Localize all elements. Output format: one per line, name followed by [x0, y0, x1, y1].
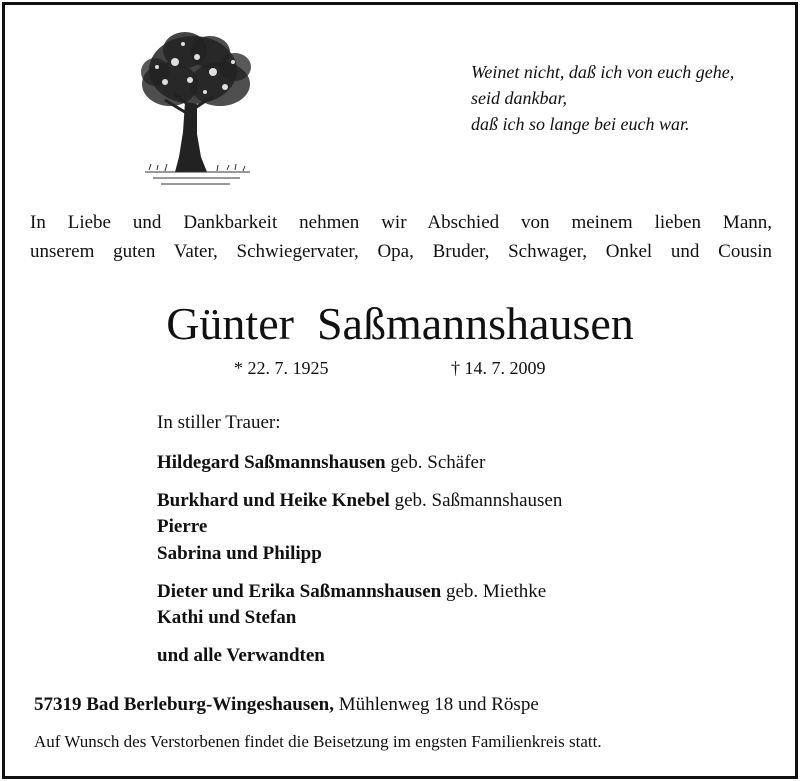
mourner-name: und alle Verwandten — [157, 645, 325, 666]
deceased-name: Günter Saßmannshausen — [166, 298, 634, 349]
address-town: 57319 Bad Berleburg-Wingeshausen, — [34, 694, 334, 715]
mourners-heading: In stiller Trauer: — [157, 412, 281, 433]
mourner-name: Dieter und Erika Saßmannshausen — [157, 581, 442, 602]
mourner-entry — [157, 543, 322, 565]
funeral-note: Auf Wunsch des Verstorbenen findet die Beisetzung im engsten Familienkreis statt. — [34, 732, 602, 751]
intro-line: unserem guten Vater, Schwiegervater, Opa, Bruder, Schwager, Onkel und Cousin — [30, 241, 772, 262]
poem-line: daß ich so lange bei euch war. — [471, 114, 690, 134]
mourner-entry — [157, 452, 485, 474]
mourner-entry — [157, 490, 562, 512]
mourner-maiden-name: geb. Miethke — [441, 581, 547, 602]
mourner-maiden-name: geb. Schäfer — [385, 452, 486, 473]
mourner-entry — [157, 516, 207, 538]
mourner-name: Kathi und Stefan — [157, 607, 297, 628]
death-date: † 14. 7. 2009 — [451, 358, 546, 378]
tree-icon — [135, 22, 260, 192]
mourner-entry — [157, 581, 546, 603]
intro-text — [30, 208, 772, 266]
mourner-name: Sabrina und Philipp — [157, 543, 322, 564]
address — [34, 694, 539, 716]
poem — [471, 59, 734, 137]
mourner-entry — [157, 645, 325, 667]
intro-line: In Liebe und Dankbarkeit nehmen wir Abschied von meinem lieben Mann, — [30, 212, 772, 233]
poem-line: Weinet nicht, daß ich von euch gehe, — [471, 62, 735, 82]
mourner-name: Burkhard und Heike Knebel — [157, 490, 390, 511]
address-street: Mühlenweg 18 und Röspe — [334, 694, 539, 715]
mourner-maiden-name: geb. Saßmannshausen — [389, 490, 563, 511]
mourner-name: Pierre — [157, 516, 208, 537]
birth-date: * 22. 7. 1925 — [234, 358, 329, 378]
poem-line: seid dankbar, — [471, 88, 567, 108]
mourner-name: Hildegard Saßmannshausen — [157, 452, 386, 473]
mourner-entry — [157, 607, 296, 629]
